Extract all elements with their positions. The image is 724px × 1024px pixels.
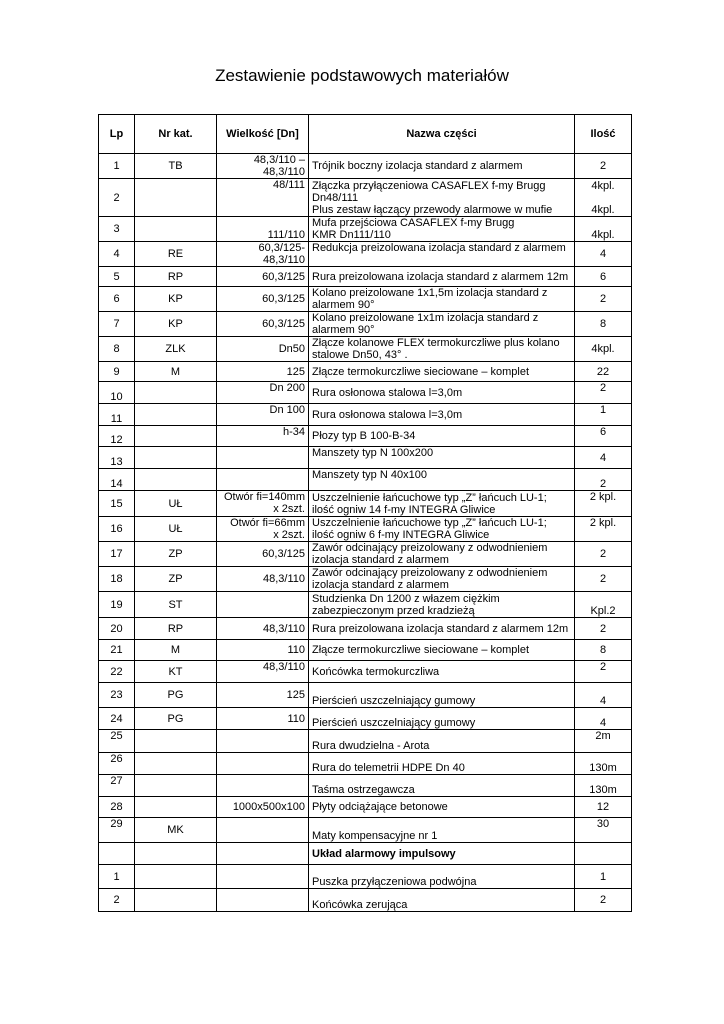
table-row	[99, 426, 632, 447]
table-row	[99, 337, 632, 362]
cell-wielkosc	[217, 469, 309, 491]
cell-ilosc: 1	[575, 865, 632, 889]
cell-nazwa: Płyty odciążające betonowe	[309, 797, 575, 818]
table-row	[99, 753, 632, 775]
cell-nazwa: Rura preizolowana izolacja standard z alarmem 12m	[309, 618, 575, 640]
table-row	[99, 362, 632, 382]
table-row	[99, 865, 632, 889]
cell-wielkosc: 60,3/125	[217, 312, 309, 337]
cell-nazwa: Rura dwudzielna - Arota	[309, 730, 575, 753]
cell-nazwa: Puszka przyłączeniowa podwójna	[309, 865, 575, 889]
cell-lp: 11	[99, 404, 135, 426]
cell-wielkosc: Dn 100	[217, 404, 309, 426]
table-row	[99, 267, 632, 287]
table-row	[99, 382, 632, 404]
cell-ilosc: 8	[575, 640, 632, 661]
cell-wielkosc	[217, 447, 309, 469]
cell-nr-kat	[135, 889, 217, 912]
cell-wielkosc: 60,3/125	[217, 542, 309, 567]
cell-nazwa: Rura osłonowa stalowa l=3,0m	[309, 404, 575, 426]
table-row	[99, 404, 632, 426]
table-row	[99, 469, 632, 491]
cell-ilosc: 2	[575, 661, 632, 683]
cell-nr-kat: ZLK	[135, 337, 217, 362]
cell-nazwa: Rura osłonowa stalowa l=3,0m	[309, 382, 575, 404]
cell-wielkosc: 1000x500x100	[217, 797, 309, 818]
cell-wielkosc: 60,3/125	[217, 287, 309, 312]
cell-nazwa: Złącze termokurczliwe sieciowane – komplet	[309, 640, 575, 661]
table-row	[99, 708, 632, 730]
cell-ilosc: 4	[575, 708, 632, 730]
cell-wielkosc	[217, 753, 309, 775]
cell-nazwa: Trójnik boczny izolacja standard z alarmem	[309, 154, 575, 179]
table-row	[99, 154, 632, 179]
cell-lp: 22	[99, 661, 135, 683]
cell-lp: 1	[99, 865, 135, 889]
cell-lp: 4	[99, 242, 135, 267]
table-header-row	[99, 115, 632, 154]
cell-ilosc: 8	[575, 312, 632, 337]
cell-lp: 17	[99, 542, 135, 567]
cell-nazwa: Końcówka termokurczliwa	[309, 661, 575, 683]
cell-lp: 18	[99, 567, 135, 592]
cell-wielkosc: 60,3/125- 48,3/110	[217, 242, 309, 267]
cell-wielkosc	[217, 843, 309, 865]
cell-ilosc: 2	[575, 542, 632, 567]
cell-wielkosc: 48,3/110	[217, 567, 309, 592]
cell-lp: 5	[99, 267, 135, 287]
cell-nazwa: Maty kompensacyjne nr 1	[309, 818, 575, 843]
cell-nazwa: Manszety typ N 40x100	[309, 469, 575, 491]
cell-nr-kat: KT	[135, 661, 217, 683]
cell-nazwa: Uszczelnienie łańcuchowe typ „Z” łańcuch LU-1; ilość ogniw 14 f-my INTEGRA Gliwice	[309, 491, 575, 517]
cell-ilosc: 2 kpl.	[575, 517, 632, 542]
cell-nr-kat: M	[135, 362, 217, 382]
header-nr-kat: Nr kat.	[135, 115, 217, 154]
table-row	[99, 217, 632, 242]
cell-ilosc: 130m	[575, 753, 632, 775]
cell-lp: 3	[99, 217, 135, 242]
cell-nr-kat: UŁ	[135, 517, 217, 542]
cell-nazwa: Uszczelnienie łańcuchowe typ „Z” łańcuch LU-1; ilość ogniw 6 f-my INTEGRA Gliwice	[309, 517, 575, 542]
cell-ilosc: 4kpl.	[575, 337, 632, 362]
cell-nazwa: Redukcja preizolowana izolacja standard z alarmem	[309, 242, 575, 267]
cell-ilosc: 22	[575, 362, 632, 382]
cell-nr-kat	[135, 797, 217, 818]
table-row	[99, 889, 632, 912]
cell-lp: 2	[99, 179, 135, 217]
cell-lp: 14	[99, 469, 135, 491]
cell-lp: 27	[99, 775, 135, 797]
cell-nr-kat	[135, 469, 217, 491]
cell-nr-kat: M	[135, 640, 217, 661]
cell-wielkosc: Dn 200	[217, 382, 309, 404]
cell-nr-kat: UŁ	[135, 491, 217, 517]
cell-lp: 16	[99, 517, 135, 542]
header-ilosc: Ilość	[575, 115, 632, 154]
materials-table	[98, 114, 632, 912]
cell-nr-kat	[135, 775, 217, 797]
cell-wielkosc: 110	[217, 708, 309, 730]
cell-ilosc: 4	[575, 447, 632, 469]
cell-wielkosc	[217, 730, 309, 753]
cell-nr-kat	[135, 382, 217, 404]
table-row	[99, 242, 632, 267]
cell-nr-kat: ST	[135, 592, 217, 618]
cell-lp: 19	[99, 592, 135, 618]
header-wielkosc: Wielkość [Dn]	[217, 115, 309, 154]
cell-wielkosc: 48,3/110	[217, 661, 309, 683]
cell-nr-kat: PG	[135, 708, 217, 730]
cell-ilosc: 2	[575, 618, 632, 640]
cell-nazwa: Złącze kolanowe FLEX termokurczliwe plus kolano stalowe Dn50, 43° .	[309, 337, 575, 362]
cell-lp	[99, 843, 135, 865]
cell-lp: 9	[99, 362, 135, 382]
cell-nr-kat	[135, 753, 217, 775]
cell-lp: 13	[99, 447, 135, 469]
cell-lp: 6	[99, 287, 135, 312]
table-row	[99, 491, 632, 517]
cell-lp: 1	[99, 154, 135, 179]
cell-wielkosc: Otwór fi=66mm x 2szt.	[217, 517, 309, 542]
cell-lp: 20	[99, 618, 135, 640]
cell-ilosc: 2	[575, 889, 632, 912]
cell-nazwa: Manszety typ N 100x200	[309, 447, 575, 469]
cell-nazwa: Kolano preizolowane 1x1,5m izolacja standard z alarmem 90°	[309, 287, 575, 312]
table-row	[99, 592, 632, 618]
cell-ilosc: 4	[575, 683, 632, 708]
cell-ilosc: 2	[575, 567, 632, 592]
cell-lp: 2	[99, 889, 135, 912]
cell-ilosc: 1	[575, 404, 632, 426]
cell-lp: 23	[99, 683, 135, 708]
cell-nazwa: Zawór odcinający preizolowany z odwodnieniem izolacja standard z alarmem	[309, 542, 575, 567]
cell-ilosc	[575, 843, 632, 865]
cell-wielkosc: 111/110	[217, 217, 309, 242]
header-nazwa: Nazwa części	[309, 115, 575, 154]
table-row	[99, 683, 632, 708]
cell-wielkosc: 48,3/110	[217, 618, 309, 640]
cell-nr-kat	[135, 843, 217, 865]
cell-lp: 24	[99, 708, 135, 730]
cell-ilosc: 4kpl.	[575, 217, 632, 242]
cell-nr-kat	[135, 865, 217, 889]
cell-nazwa: Rura preizolowana izolacja standard z alarmem 12m	[309, 267, 575, 287]
cell-nr-kat: KP	[135, 287, 217, 312]
cell-ilosc: 4kpl. 4kpl.	[575, 179, 632, 217]
table-row	[99, 661, 632, 683]
cell-lp: 21	[99, 640, 135, 661]
table-row	[99, 618, 632, 640]
cell-wielkosc	[217, 865, 309, 889]
cell-ilosc: 2	[575, 382, 632, 404]
cell-lp: 25	[99, 730, 135, 753]
cell-lp: 8	[99, 337, 135, 362]
cell-wielkosc: 110	[217, 640, 309, 661]
cell-nr-kat: RP	[135, 267, 217, 287]
cell-ilosc: 2	[575, 287, 632, 312]
table-row	[99, 797, 632, 818]
cell-nazwa: Taśma ostrzegawcza	[309, 775, 575, 797]
cell-nr-kat: ZP	[135, 567, 217, 592]
cell-wielkosc: 48/111	[217, 179, 309, 217]
cell-wielkosc: 60,3/125	[217, 267, 309, 287]
cell-nazwa: Złączka przyłączeniowa CASAFLEX f-my Brugg Dn48/111 Plus zestaw łączący przewody alarmowe w mufie	[309, 179, 575, 217]
table-row	[99, 775, 632, 797]
cell-nazwa: Płozy typ B 100-B-34	[309, 426, 575, 447]
header-lp: Lp	[99, 115, 135, 154]
table-row	[99, 287, 632, 312]
cell-nazwa: Mufa przejściowa CASAFLEX f-my Brugg KMR Dn111/110	[309, 217, 575, 242]
cell-nr-kat	[135, 730, 217, 753]
table-row	[99, 730, 632, 753]
cell-lp: 10	[99, 382, 135, 404]
cell-ilosc: 2	[575, 469, 632, 491]
table-row	[99, 517, 632, 542]
cell-wielkosc: Dn50	[217, 337, 309, 362]
cell-nr-kat	[135, 447, 217, 469]
cell-ilosc: 2m	[575, 730, 632, 753]
cell-wielkosc	[217, 592, 309, 618]
cell-nr-kat	[135, 179, 217, 217]
cell-wielkosc: 48,3/110 – 48,3/110	[217, 154, 309, 179]
table-row	[99, 447, 632, 469]
cell-ilosc: 6	[575, 267, 632, 287]
table-row	[99, 567, 632, 592]
cell-nazwa: Studzienka Dn 1200 z włazem ciężkim zabezpieczonym przed kradzieżą	[309, 592, 575, 618]
cell-ilosc: 30	[575, 818, 632, 843]
cell-nr-kat: KP	[135, 312, 217, 337]
cell-ilosc: 12	[575, 797, 632, 818]
page-title: Zestawienie podstawowych materiałów	[215, 66, 509, 85]
cell-nr-kat	[135, 404, 217, 426]
table-row	[99, 843, 632, 865]
cell-ilosc: 130m	[575, 775, 632, 797]
cell-nazwa: Kolano preizolowane 1x1m izolacja standard z alarmem 90°	[309, 312, 575, 337]
cell-wielkosc	[217, 818, 309, 843]
cell-nazwa: Rura do telemetrii HDPE Dn 40	[309, 753, 575, 775]
cell-wielkosc: Otwór fi=140mm x 2szt.	[217, 491, 309, 517]
table-row	[99, 640, 632, 661]
table-row	[99, 179, 632, 217]
table-row	[99, 542, 632, 567]
cell-ilosc: 2	[575, 154, 632, 179]
cell-nazwa: Pierścień uszczelniający gumowy	[309, 708, 575, 730]
cell-nr-kat: ZP	[135, 542, 217, 567]
cell-ilosc: 2 kpl.	[575, 491, 632, 517]
cell-nazwa: Pierścień uszczelniający gumowy	[309, 683, 575, 708]
cell-wielkosc: h-34	[217, 426, 309, 447]
cell-nr-kat: MK	[135, 818, 217, 843]
cell-lp: 29	[99, 818, 135, 843]
cell-lp: 15	[99, 491, 135, 517]
cell-nazwa: Zawór odcinający preizolowany z odwodnieniem izolacja standard z alarmem	[309, 567, 575, 592]
cell-nazwa: Układ alarmowy impulsowy	[309, 843, 575, 865]
cell-nazwa: Końcówka zerująca	[309, 889, 575, 912]
cell-ilosc: 6	[575, 426, 632, 447]
table-row	[99, 818, 632, 843]
cell-nr-kat	[135, 426, 217, 447]
cell-nazwa: Złącze termokurczliwe sieciowane – komplet	[309, 362, 575, 382]
cell-nr-kat: PG	[135, 683, 217, 708]
table-row	[99, 312, 632, 337]
cell-wielkosc: 125	[217, 362, 309, 382]
cell-lp: 12	[99, 426, 135, 447]
cell-wielkosc	[217, 775, 309, 797]
cell-nr-kat: RE	[135, 242, 217, 267]
cell-ilosc: 4	[575, 242, 632, 267]
cell-wielkosc	[217, 889, 309, 912]
cell-nr-kat: TB	[135, 154, 217, 179]
cell-nr-kat	[135, 217, 217, 242]
cell-lp: 28	[99, 797, 135, 818]
cell-ilosc: Kpl.2	[575, 592, 632, 618]
cell-nr-kat: RP	[135, 618, 217, 640]
cell-lp: 7	[99, 312, 135, 337]
cell-wielkosc: 125	[217, 683, 309, 708]
cell-lp: 26	[99, 753, 135, 775]
